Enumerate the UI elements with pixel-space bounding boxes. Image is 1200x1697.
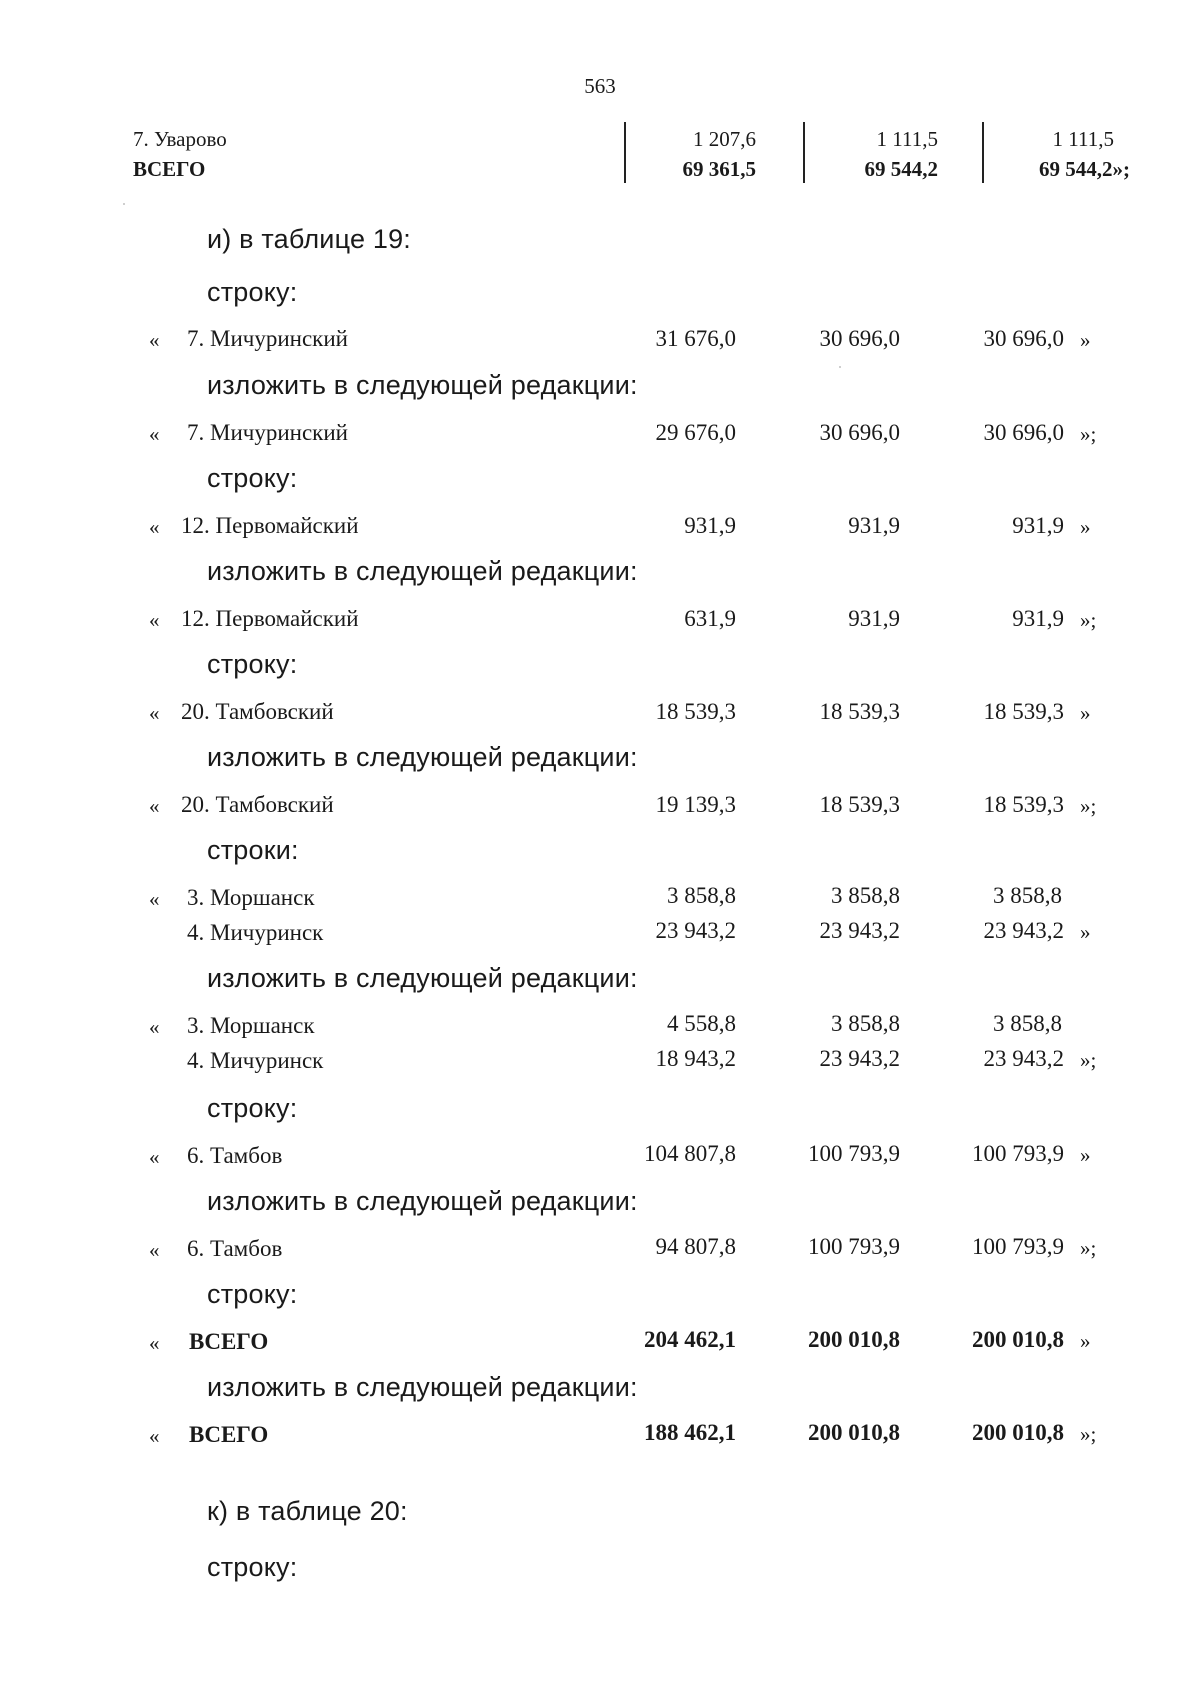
row-value-3: 100 793,9 [972,1141,1064,1166]
row-label: 3. Моршанск [187,885,315,910]
phrase-izlozhit: изложить в следующей редакции: [207,1372,638,1402]
row-label: 6. Тамбов [187,1236,283,1261]
close-quote-semicolon: »; [1080,1422,1097,1446]
total-value-3: 200 010,8 [972,1327,1064,1352]
row-value-3: 3 858,8 [993,883,1062,908]
top-total-value-1: 69 361,5 [682,157,756,181]
top-row-value-2: 1 111,5 [876,127,938,151]
row-value-2: 23 943,2 [819,1046,900,1071]
row-label: 12. Первомайский [181,606,359,631]
row-value-3: 23 943,2 [983,1046,1064,1071]
row-value-2: 30 696,0 [819,326,900,351]
row-value-3: 3 858,8 [993,1011,1062,1036]
open-quote: « [149,887,160,911]
top-row-value-3: 1 111,5 [1052,127,1114,151]
row-value-3: 100 793,9 [972,1234,1064,1259]
phrase-stroku: строку: [207,649,298,679]
column-divider [624,122,626,183]
column-divider [982,122,984,183]
top-total-label: ВСЕГО [133,157,206,181]
row-label: 3. Моршанск [187,1013,315,1038]
row-value-3: 18 539,3 [983,792,1064,817]
close-quote: » [1080,920,1091,944]
row-value-1: 631,9 [684,606,736,631]
row-value-2: 931,9 [848,606,900,631]
row-label: 7. Мичуринский [187,326,348,351]
row-value-1: 4 558,8 [667,1011,736,1036]
row-value-2: 931,9 [848,513,900,538]
row-value-3: 30 696,0 [983,326,1064,351]
open-quote: « [149,1015,160,1039]
open-quote: « [149,794,160,818]
phrase-stroku: строку: [207,1552,298,1582]
row-value-2: 18 539,3 [819,792,900,817]
phrase-stroku: строку: [207,463,298,493]
total-value-2: 200 010,8 [808,1420,900,1445]
open-quote: « [149,1424,160,1448]
phrase-stroku: строку: [207,277,298,307]
page-number: 563 [584,74,616,98]
phrase-izlozhit: изложить в следующей редакции: [207,370,638,400]
column-divider [803,122,805,183]
scan-speck [839,366,841,368]
phrase-izlozhit: изложить в следующей редакции: [207,963,638,993]
row-value-1: 18 539,3 [655,699,736,724]
row-value-3: 18 539,3 [983,699,1064,724]
scan-speck [123,203,125,205]
row-label: 20. Тамбовский [181,792,334,817]
row-label: 4. Мичуринск [187,1048,324,1073]
close-quote-semicolon: »; [1080,608,1097,632]
total-label: ВСЕГО [189,1422,269,1447]
top-total-value-3: 69 544,2»; [1039,157,1130,181]
phrase-stroku: строку: [207,1093,298,1123]
close-quote-semicolon: »; [1080,422,1097,446]
row-label: 12. Первомайский [181,513,359,538]
row-label: 6. Тамбов [187,1143,283,1168]
row-label: 7. Мичуринский [187,420,348,445]
open-quote: « [149,1145,160,1169]
top-row-value-1: 1 207,6 [693,127,756,151]
row-value-3: 30 696,0 [983,420,1064,445]
row-value-2: 100 793,9 [808,1141,900,1166]
total-value-1: 204 462,1 [644,1327,736,1352]
close-quote: » [1080,328,1091,352]
table-19-heading: и) в таблице 19: [207,224,411,254]
row-label: 20. Тамбовский [181,699,334,724]
row-value-3: 23 943,2 [983,918,1064,943]
top-total-value-2: 69 544,2 [864,157,938,181]
open-quote: « [149,701,160,725]
open-quote: « [149,328,160,352]
open-quote: « [149,515,160,539]
phrase-izlozhit: изложить в следующей редакции: [207,556,638,586]
open-quote: « [149,608,160,632]
row-value-1: 94 807,8 [655,1234,736,1259]
row-value-2: 30 696,0 [819,420,900,445]
close-quote: » [1080,1143,1091,1167]
row-value-2: 3 858,8 [831,1011,900,1036]
total-value-2: 200 010,8 [808,1327,900,1352]
row-value-2: 3 858,8 [831,883,900,908]
row-value-1: 19 139,3 [655,792,736,817]
row-value-1: 29 676,0 [655,420,736,445]
open-quote: « [149,1331,160,1355]
phrase-izlozhit: изложить в следующей редакции: [207,742,638,772]
phrase-izlozhit: изложить в следующей редакции: [207,1186,638,1216]
close-quote: » [1080,701,1091,725]
close-quote: » [1080,1329,1091,1353]
row-value-1: 18 943,2 [655,1046,736,1071]
total-value-3: 200 010,8 [972,1420,1064,1445]
row-value-2: 100 793,9 [808,1234,900,1259]
top-row-label: 7. Уварово [133,127,227,151]
row-value-2: 18 539,3 [819,699,900,724]
row-value-3: 931,9 [1012,513,1064,538]
total-label: ВСЕГО [189,1329,269,1354]
phrase-stroki: строки: [207,835,299,865]
row-value-1: 31 676,0 [655,326,736,351]
total-value-1: 188 462,1 [644,1420,736,1445]
row-value-1: 931,9 [684,513,736,538]
row-label: 4. Мичуринск [187,920,324,945]
table-20-heading: к) в таблице 20: [207,1496,408,1526]
row-value-2: 23 943,2 [819,918,900,943]
row-value-1: 104 807,8 [644,1141,736,1166]
close-quote-semicolon: »; [1080,1236,1097,1260]
close-quote: » [1080,515,1091,539]
open-quote: « [149,1238,160,1262]
open-quote: « [149,422,160,446]
row-value-3: 931,9 [1012,606,1064,631]
phrase-stroku: строку: [207,1279,298,1309]
close-quote-semicolon: »; [1080,794,1097,818]
row-value-1: 3 858,8 [667,883,736,908]
close-quote-semicolon: »; [1080,1048,1097,1072]
row-value-1: 23 943,2 [655,918,736,943]
